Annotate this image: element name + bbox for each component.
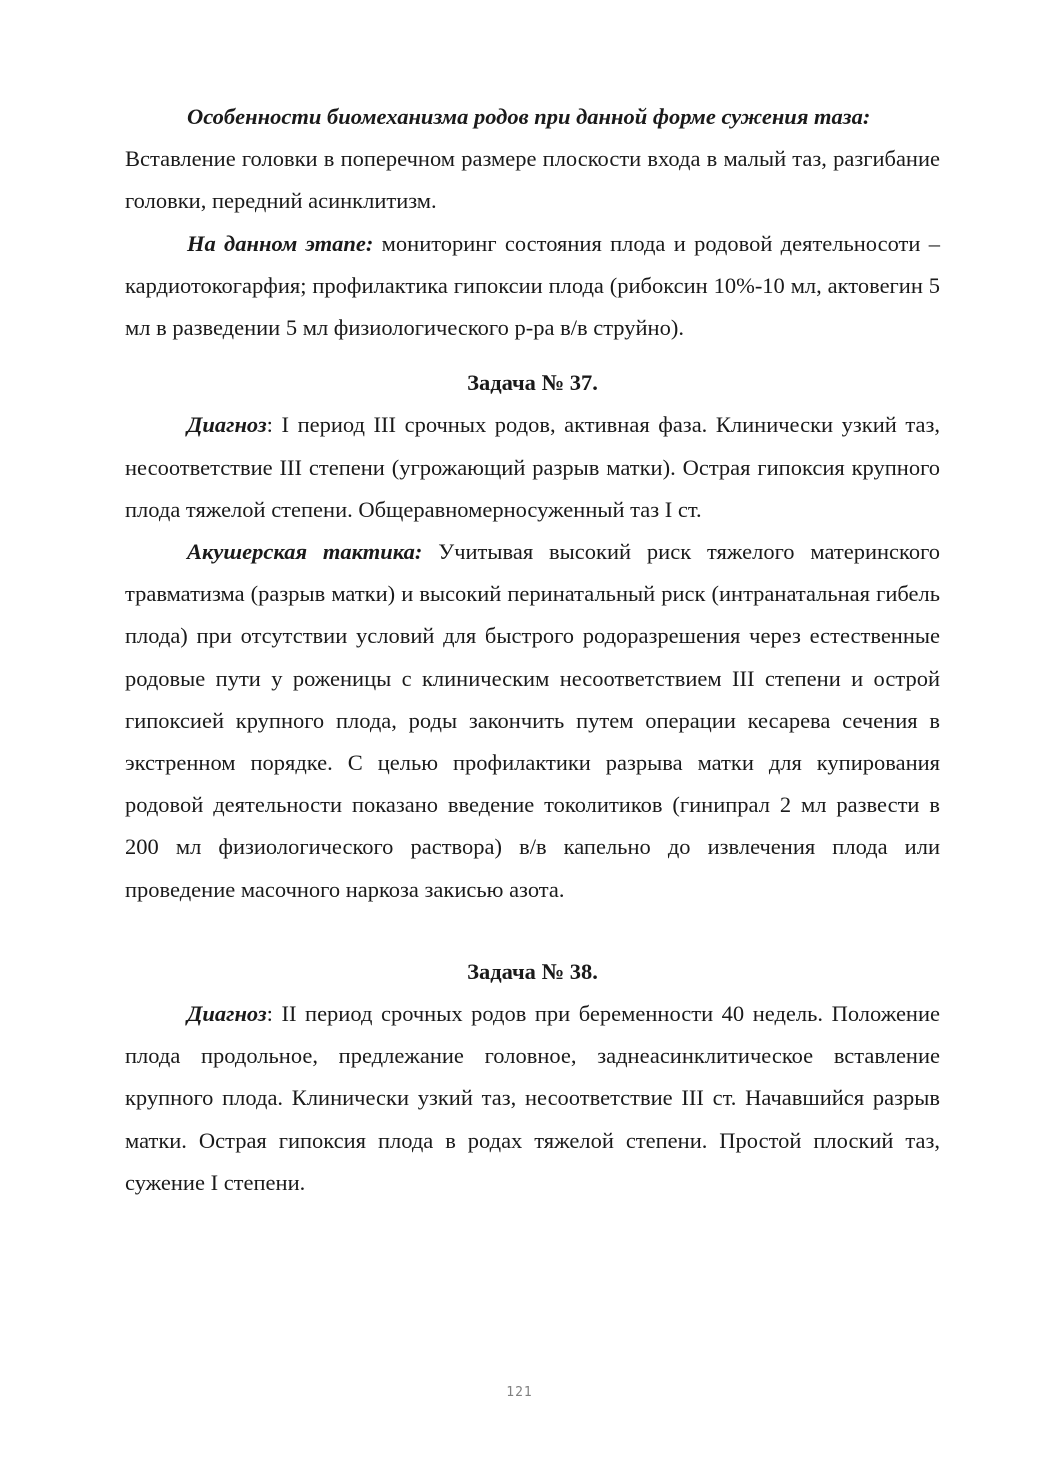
stage-text: мониторинг состояния плода и родовой деятельносоти – кардиотокогарфия; профилактика гипоксии плода (рибоксин 10%-10 мл, актовегин 5 мл в разведении 5 мл физиологического р-ра в/в струйно).	[125, 230, 940, 341]
biomechanism-label: Особенности биомеханизма родов при данной форме сужения таза:	[187, 104, 871, 129]
task-38-title: Задача № 38.	[467, 958, 598, 984]
stage-paragraph	[125, 223, 940, 350]
task-38-diagnosis-label: Диагноз	[187, 1001, 267, 1027]
task-37-title: Задача № 37.	[467, 370, 598, 396]
task-37-tactics-label: Акушерская тактика:	[187, 539, 423, 565]
stage-label: На данном этапе:	[187, 230, 374, 256]
biomechanism-text: Вставление головки в поперечном размере плоскости входа в малый таз, разгибание головки, передний асинклитизм.	[125, 146, 940, 214]
task-37-tactics-text: Учитывая высокий риск тяжелого материнского травматизма (разрыв матки) и высокий перинатальный риск (интранатальная гибель плода) при отсутствии условий для быстрого родоразрешения через естественные родовые пути у роженицы с клиническим несоответствием III степени и острой гипоксией крупного плода, роды закончить путем операции кесарева сечения в экстренном порядке. С целью профилактики разрыва матки для купирования родовой деятельности показано введение токолитиков (гинипрал 2 мл развести в 200 мл физиологического раствора) в/в капельно до извлечения плода или проведение масочного наркоза закисью азота.	[125, 539, 940, 902]
biomechanism-paragraph	[125, 96, 940, 138]
task-37-diagnosis	[125, 404, 940, 531]
task-37-tactics	[125, 531, 940, 911]
task-37-diagnosis-label: Диагноз	[187, 412, 267, 438]
task-37-diagnosis-text: : I период III срочных родов, активная фаза. Клинически узкий таз, несоответствие III степени (угрожающий разрыв матки). Острая гипоксия крупного плода тяжелой степени. Общеравномерносуженный таз I ст.	[125, 412, 940, 522]
task-38-diagnosis-text: : II период срочных родов при беременности 40 недель. Положение плода продольное, предлежание головное, заднеасинклитическое вставление крупного плода. Клинически узкий таз, несоответствие III ст. Начавшийся разрыв матки. Острая гипоксия плода в родах тяжелой степени. Простой плоский таз, сужение I степени.	[125, 1001, 940, 1195]
document-page	[125, 96, 940, 1204]
task-38-diagnosis	[125, 993, 940, 1204]
page-number: 121	[506, 1385, 533, 1400]
